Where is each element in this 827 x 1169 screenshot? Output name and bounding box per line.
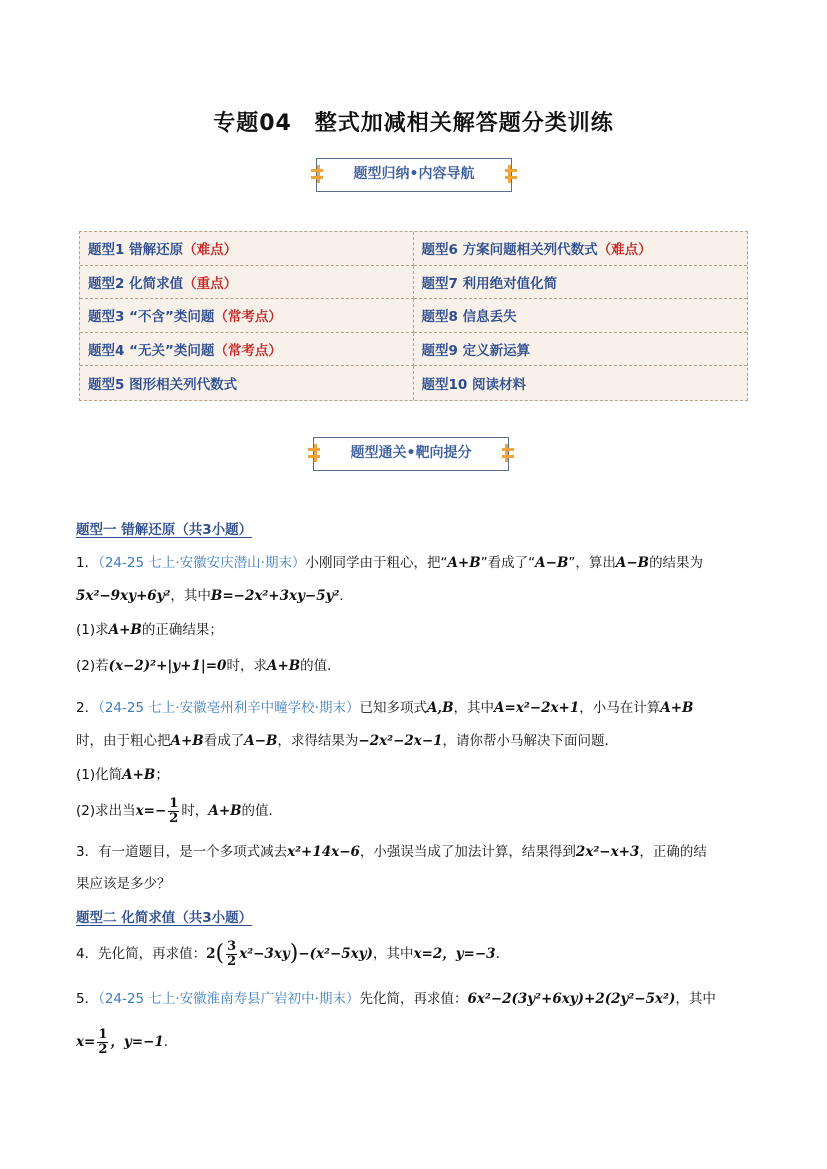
- nav-item-9[interactable]: 题型9 定义新运算: [414, 333, 748, 367]
- banner-left-decoration: [308, 444, 320, 462]
- nav-item-8[interactable]: 题型8 信息丢失: [414, 299, 748, 333]
- problem-1-line-2: 5x²−9xy+6y²，其中B=−2x²+3xy−5y²．: [76, 588, 353, 604]
- problem-5-line-1: 5．（24-25 七上·安徽淮南寿县广岩初中·期末）先化简，再求值：6x²−2(3y²+6xy)+2(2y²−5x²)，其中: [76, 991, 716, 1007]
- banner-left-decoration: [311, 165, 323, 183]
- problem-2-line-1: 2．（24-25 七上·安徽亳州利辛中疃学校·期末）已知多项式A,B，其中A=x²−2x+1，小马在计算A+B: [76, 700, 694, 716]
- fraction-three-halves: $\frac{3}{2}$: [227, 938, 237, 969]
- banner-right-decoration: [502, 444, 514, 462]
- nav-item-1[interactable]: 题型1 错解还原 （难点）: [80, 232, 414, 266]
- nav-item-10[interactable]: 题型10 阅读材料: [421, 377, 526, 394]
- problem-1-sub-2: (2)若(x−2)²+|y+1|=0时，求A+B的值．: [76, 658, 341, 674]
- problem-2-sub-1: (1)化简A+B；: [76, 767, 169, 783]
- nav-item-2[interactable]: 题型2 化简求值 （重点）: [80, 266, 414, 300]
- problem-2-sub-2: (2)求出当x=− $\frac{1}{2}$ 时，A+B的值．: [76, 795, 283, 826]
- nav-item-5[interactable]: 题型5 图形相关列代数式: [80, 366, 414, 400]
- nav-item-6[interactable]: 题型6 方案问题相关列代数式 （难点）: [414, 232, 748, 266]
- nav-item-4[interactable]: 题型4 “无关”类问题 （常考点）: [80, 333, 414, 367]
- problem-5-line-2: x= $\frac{1}{2}$ ，y=−1．: [76, 1026, 178, 1057]
- problem-2-line-2: 时，由于粗心把A+B看成了A−B，求得结果为−2x²−2x−1，请你帮小马解决下面问题．: [76, 733, 619, 749]
- problem-4: 4．先化简，再求值：2( $\frac{3}{2}$ x²−3xy)−(x²−5xy)，其中x=2，y=−3．: [76, 938, 510, 969]
- banner-content-nav: [316, 158, 512, 192]
- banner-practice: [313, 437, 509, 471]
- nav-item-7[interactable]: 题型7 利用绝对值化简: [414, 266, 748, 300]
- fraction-one-half: $\frac{1}{2}$: [98, 1026, 108, 1057]
- banner-right-decoration: [505, 165, 517, 183]
- problem-3-line-1: 3．有一道题目，是一个多项式减去x²+14x−6，小强误当成了加法计算，结果得到2x²−x+3，正确的结: [76, 844, 707, 860]
- nav-item-3[interactable]: 题型3 “不含”类问题 （常考点）: [80, 299, 414, 333]
- problem-1-line-1: 1．（24-25 七上·安徽安庆潜山·期末）小刚同学由于粗心，把“A+B”看成了“A−B”，算出A−B的结果为: [76, 555, 704, 571]
- problem-3-line-2: 果应该是多少？: [76, 876, 171, 892]
- problem-1-sub-1: (1)求A+B的正确结果；: [76, 622, 223, 638]
- section-heading-2: 题型二 化简求值（共3小题）: [76, 910, 253, 926]
- section-heading-1: 题型一 错解还原（共3小题）: [76, 522, 253, 538]
- page-title: 专题04 整式加减相关解答题分类训练: [213, 111, 614, 136]
- banner-label: 题型通关•靶向提分: [350, 445, 472, 461]
- banner-label: 题型归纳•内容导航: [353, 166, 475, 182]
- fraction-one-half: $\frac{1}{2}$: [169, 795, 179, 826]
- topic-nav-table: [79, 231, 748, 401]
